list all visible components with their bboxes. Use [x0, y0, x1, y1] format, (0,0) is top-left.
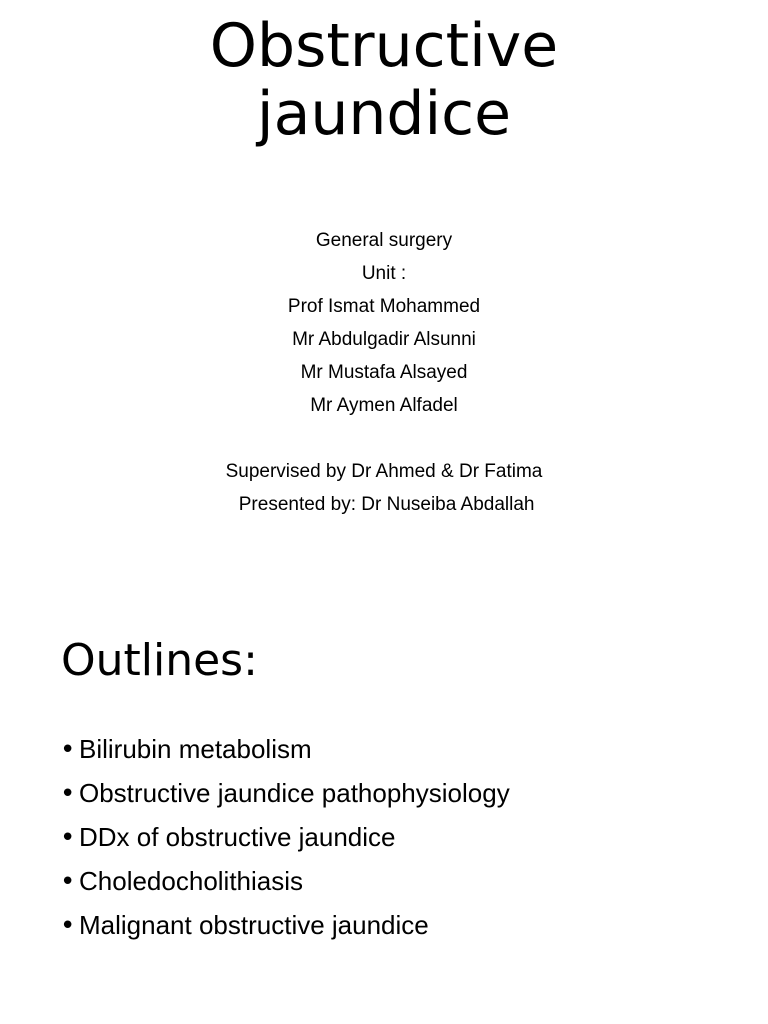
presenter-line: Presented by: Dr Nuseiba Abdallah — [233, 494, 535, 515]
supervisor-line: Supervised by Dr Ahmed & Dr Fatima — [225, 461, 543, 482]
list-item-label: Malignant obstructive jaundice — [79, 910, 429, 940]
list-item — [60, 904, 510, 948]
list-item — [60, 860, 510, 904]
slide-title-line-1: Obstructive — [209, 11, 559, 81]
list-item — [60, 772, 510, 816]
outline-list — [60, 728, 510, 948]
department-label: General surgery — [315, 230, 453, 251]
subtitle-block — [0, 224, 768, 521]
outline-heading: Outlines: — [61, 635, 258, 686]
unit-member-1: Prof Ismat Mohammed — [287, 296, 481, 317]
unit-member-4: Mr Aymen Alfadel — [310, 395, 458, 416]
bullet-icon: • — [60, 735, 76, 765]
unit-label: Unit : — [361, 263, 407, 284]
list-item-label: DDx of obstructive jaundice — [79, 822, 396, 852]
bullet-icon: • — [60, 867, 76, 897]
spacer — [0, 422, 768, 455]
unit-member-3: Mr Mustafa Alsayed — [300, 362, 468, 383]
slide-title-line-2: jaundice — [256, 79, 512, 149]
list-item-label: Obstructive jaundice pathophysiology — [79, 778, 510, 808]
bullet-icon: • — [60, 911, 76, 941]
slide-title — [0, 12, 768, 148]
unit-member-2: Mr Abdulgadir Alsunni — [292, 329, 476, 350]
list-item-label: Bilirubin metabolism — [79, 734, 312, 764]
bullet-icon: • — [60, 823, 76, 853]
list-item-label: Choledocholithiasis — [79, 866, 304, 896]
list-item — [60, 728, 510, 772]
bullet-icon: • — [60, 779, 76, 809]
list-item — [60, 816, 510, 860]
